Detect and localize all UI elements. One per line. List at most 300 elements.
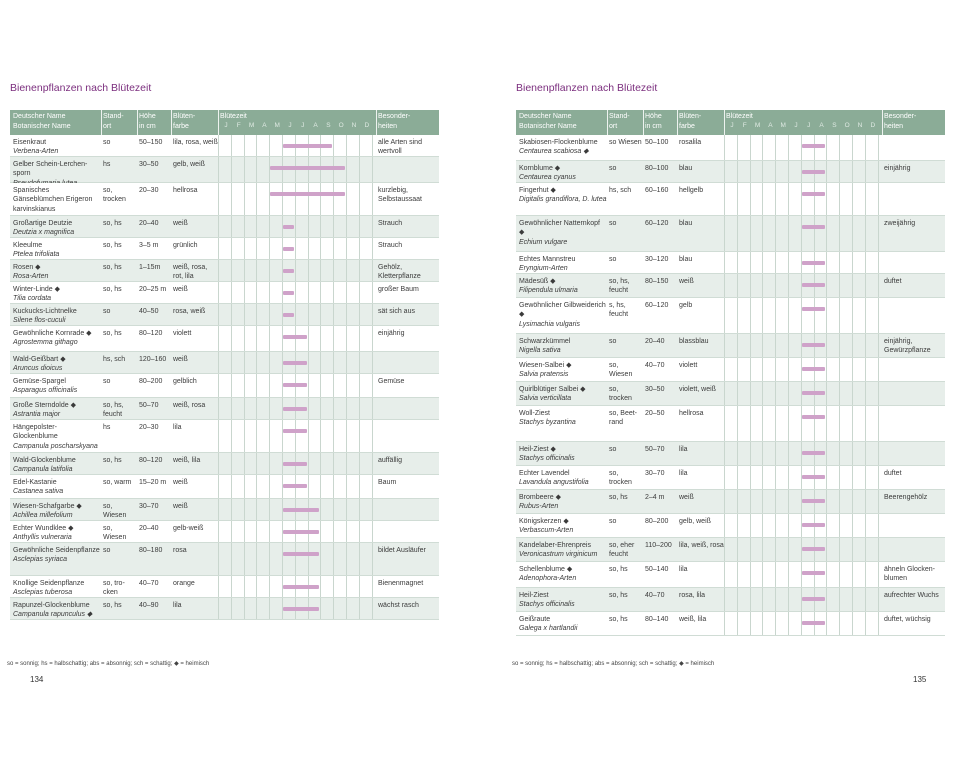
height-cell: 40–90 <box>139 602 159 609</box>
notes-cell: auffällig <box>378 457 403 464</box>
month-grid-line <box>269 576 270 597</box>
month-grid-line <box>878 466 879 489</box>
month-label: J <box>224 122 228 129</box>
month-grid-line <box>231 521 232 542</box>
month-grid-line <box>359 135 360 156</box>
month-label: J <box>794 122 798 129</box>
month-grid-line <box>256 326 257 351</box>
month-grid-line <box>762 382 763 405</box>
flower-color-cell: gelb-weiß <box>173 525 204 532</box>
month-grid-line <box>750 358 751 381</box>
flower-color-cell: blau <box>679 256 693 263</box>
month-grid-line <box>256 543 257 575</box>
botanical-name: Stachys byzantina <box>519 419 576 427</box>
height-cell: 20–40 <box>645 338 665 345</box>
month-grid-line <box>346 352 347 373</box>
month-grid-line <box>788 252 789 273</box>
month-grid-line <box>826 298 827 333</box>
bloom-bar <box>283 247 294 251</box>
header-height <box>645 112 662 132</box>
month-grid-line <box>724 358 725 381</box>
month-grid-line <box>839 216 840 251</box>
month-grid-line <box>775 135 776 160</box>
site-cell: so, tro-cken <box>103 580 125 597</box>
month-grid-line <box>775 358 776 381</box>
height-cell: 30–70 <box>139 503 159 510</box>
month-grid-line <box>320 398 321 419</box>
month-grid-line <box>359 398 360 419</box>
bloom-bar <box>802 621 826 625</box>
month-grid-line <box>269 598 270 619</box>
month-grid-line <box>346 282 347 303</box>
month-grid-line <box>333 260 334 281</box>
page-number-right: 135 <box>913 675 927 684</box>
month-grid-line <box>359 183 360 215</box>
botanical-name: Rosa-Arten <box>13 273 49 281</box>
month-grid-line <box>256 374 257 397</box>
month-grid-line <box>346 598 347 619</box>
site-cell: so, hs <box>103 220 122 227</box>
month-grid-line <box>865 406 866 441</box>
flower-color-cell: gelb <box>679 302 693 309</box>
flower-color-cell: lila, rosa, weiß <box>173 139 218 146</box>
month-grid-line <box>737 334 738 357</box>
common-name: Wald-Geißbart ◆ <box>13 356 66 363</box>
bloom-bar <box>802 170 826 174</box>
flower-color-cell: weiß, rosa, rot, lila <box>173 264 208 281</box>
table-row <box>10 475 439 499</box>
month-grid-line <box>852 183 853 215</box>
site-cell: so, Beet-rand <box>609 410 638 427</box>
site-cell: so, warm <box>103 479 132 486</box>
month-grid-line <box>852 466 853 489</box>
left-page <box>0 0 476 762</box>
month-grid-line <box>320 216 321 237</box>
header-name-line2: Botanischer Name <box>13 123 71 130</box>
month-grid-line <box>775 161 776 182</box>
header-notes <box>378 112 410 132</box>
month-grid-line <box>750 442 751 465</box>
month-grid-line <box>320 238 321 259</box>
month-grid-line <box>269 543 270 575</box>
month-grid-line <box>852 612 853 635</box>
month-grid-line <box>737 183 738 215</box>
month-grid-line <box>333 216 334 237</box>
month-grid-line <box>878 588 879 611</box>
month-grid-line <box>308 260 309 281</box>
month-grid-line <box>775 298 776 333</box>
common-name: Gewöhnliche Kornrade ◆ <box>13 330 92 337</box>
month-grid-line <box>878 612 879 635</box>
bloom-bar <box>802 451 826 455</box>
botanical-name: Veronicastrum virginicum <box>519 551 598 559</box>
site-cell: so, hs <box>609 592 628 599</box>
height-cell: 30–50 <box>139 161 159 168</box>
month-grid-line <box>346 453 347 474</box>
month-grid-line <box>333 543 334 575</box>
height-cell: 40–70 <box>645 362 665 369</box>
month-grid-line <box>865 562 866 587</box>
month-label: M <box>248 122 255 129</box>
notes-cell: aufrechter Wuchs <box>884 592 939 599</box>
botanical-name: Stachys officinalis <box>519 455 575 463</box>
month-grid-line <box>852 562 853 587</box>
plant-name-cell <box>13 524 101 543</box>
month-grid-line <box>346 216 347 237</box>
month-grid-line <box>724 406 725 441</box>
month-grid-line <box>218 183 219 215</box>
month-grid-line <box>750 562 751 587</box>
header-name-line2: Botanischer Name <box>519 123 577 130</box>
month-grid-line <box>737 442 738 465</box>
table-body <box>10 135 439 620</box>
common-name: Echter Lavendel <box>519 470 570 477</box>
month-grid-line <box>256 304 257 325</box>
month-grid-line <box>231 352 232 373</box>
month-grid-line <box>218 398 219 419</box>
bloom-bar <box>802 523 826 527</box>
common-name: Brombeere ◆ <box>519 494 561 501</box>
header-height-line2: in cm <box>645 123 662 130</box>
month-grid-line <box>218 238 219 259</box>
month-grid-line <box>231 374 232 397</box>
month-grid-line <box>878 562 879 587</box>
month-grid-line <box>320 499 321 520</box>
month-grid-line <box>788 183 789 215</box>
month-grid-line <box>775 216 776 251</box>
month-grid-line <box>218 282 219 303</box>
common-name: Eisenkraut <box>13 139 47 146</box>
month-grid-line <box>308 183 309 215</box>
plant-name-cell <box>13 478 101 497</box>
month-grid-line <box>737 588 738 611</box>
month-grid-line <box>865 274 866 297</box>
month-grid-line <box>295 420 296 452</box>
bloom-bar <box>283 361 307 365</box>
month-grid-line <box>852 135 853 160</box>
month-grid-line <box>359 453 360 474</box>
month-grid-line <box>878 358 879 381</box>
month-grid-line <box>865 216 866 251</box>
month-grid-line <box>218 598 219 619</box>
notes-cell: duftet <box>884 470 902 477</box>
common-name: Gewöhnlicher Gilbweiderich ◆ <box>519 302 606 319</box>
header-bloom: Blütezeit <box>726 113 753 120</box>
month-grid-line <box>750 588 751 611</box>
month-grid-line <box>295 282 296 303</box>
month-grid-line <box>839 382 840 405</box>
bloom-bar <box>283 484 307 488</box>
month-grid-line <box>359 216 360 237</box>
site-cell: so, Wiesen <box>609 362 633 379</box>
botanical-name: Eryngium-Arten <box>519 265 568 273</box>
notes-cell: Bienenmagnet <box>378 580 424 587</box>
header-notes-line2: heiten <box>378 123 398 130</box>
site-cell: so <box>609 165 617 172</box>
plant-name-cell <box>13 423 101 451</box>
notes-cell: duftet, wüchsig <box>884 616 931 623</box>
plant-name-cell <box>13 307 101 326</box>
botanical-name: Lysimachia vulgaris <box>519 320 580 328</box>
plant-name-cell <box>519 541 607 560</box>
month-grid-line <box>244 521 245 542</box>
height-cell: 40–70 <box>645 592 665 599</box>
month-grid-line <box>839 334 840 357</box>
month-grid-line <box>826 562 827 587</box>
month-grid-line <box>269 521 270 542</box>
flower-color-cell: blassblau <box>679 338 709 345</box>
plant-name-cell <box>13 285 101 304</box>
month-grid-line <box>269 420 270 452</box>
common-name: Gewöhnlicher Natternkopf ◆ <box>519 220 600 237</box>
header-height-line1: Höhe <box>139 113 156 120</box>
month-grid-line <box>852 358 853 381</box>
month-grid-line <box>333 499 334 520</box>
month-label: D <box>364 122 370 129</box>
month-label: N <box>351 122 357 129</box>
month-grid-line <box>762 514 763 537</box>
month-grid-line <box>231 576 232 597</box>
month-grid-line <box>878 274 879 297</box>
month-grid-line <box>724 298 725 333</box>
month-label: J <box>807 122 811 129</box>
height-cell: 30–70 <box>645 470 665 477</box>
month-grid-line <box>308 238 309 259</box>
month-grid-line <box>814 406 815 441</box>
month-grid-line <box>333 475 334 498</box>
height-cell: 80–100 <box>645 165 669 172</box>
notes-cell: Gehölz, Kletterpflanze <box>378 264 421 281</box>
month-grid-line <box>724 514 725 537</box>
month-grid-line <box>788 588 789 611</box>
height-cell: 60–120 <box>645 220 669 227</box>
month-grid-line <box>256 499 257 520</box>
month-grid-line <box>750 490 751 513</box>
flower-color-cell: violett <box>679 362 698 369</box>
height-cell: 20–30 <box>139 424 159 431</box>
month-grid-line <box>359 304 360 325</box>
botanical-name: Verbascum-Arten <box>519 527 574 535</box>
common-name: Wiesen-Salbei ◆ <box>519 362 572 369</box>
month-label: A <box>768 122 773 129</box>
flower-color-cell: weiß <box>173 479 188 486</box>
month-grid-line <box>750 538 751 561</box>
month-grid-line <box>244 216 245 237</box>
month-grid-line <box>762 298 763 333</box>
botanical-name: Asclepias syriaca <box>13 556 68 564</box>
month-grid-line <box>333 576 334 597</box>
month-grid-line <box>788 538 789 561</box>
bloom-bar <box>802 499 826 503</box>
month-grid-line <box>346 135 347 156</box>
common-name: Fingerhut ◆ <box>519 187 556 194</box>
notes-cell: alle Arten sind wertvoll <box>378 139 422 156</box>
notes-cell: zweijährig <box>884 220 916 227</box>
notes-cell: Strauch <box>378 220 403 227</box>
month-grid-line <box>750 252 751 273</box>
height-cell: 1–15m <box>139 264 161 271</box>
month-grid-line <box>762 274 763 297</box>
month-label: M <box>780 122 786 129</box>
month-grid-line <box>865 466 866 489</box>
month-grid-line <box>231 282 232 303</box>
flower-color-cell: weiß <box>173 503 188 510</box>
table-row <box>10 499 439 521</box>
month-grid-line <box>788 161 789 182</box>
footnote-right: so = sonnig; hs = halbschattig; abs = absonnig; sch = schattig; ◆ = heimisch <box>512 661 715 667</box>
month-grid-line <box>762 358 763 381</box>
month-grid-line <box>788 334 789 357</box>
month-grid-line <box>878 334 879 357</box>
month-grid-line <box>256 135 257 156</box>
table-row <box>516 135 945 161</box>
month-grid-line <box>372 304 373 325</box>
month-grid-line <box>244 453 245 474</box>
bloom-bar <box>283 429 307 433</box>
month-grid-line <box>852 161 853 182</box>
common-name: Knollige Seidenpflanze <box>13 580 85 587</box>
botanical-name: Stachys officinalis <box>519 601 575 609</box>
month-grid-line <box>282 183 283 215</box>
table-row <box>10 183 439 216</box>
month-grid-line <box>878 490 879 513</box>
header-bloom: Blütezeit <box>220 113 247 120</box>
flower-color-cell: gelblich <box>173 378 197 385</box>
flower-color-cell: lila <box>679 446 688 453</box>
month-grid-line <box>762 183 763 215</box>
month-grid-line <box>218 304 219 325</box>
common-name: Woll-Ziest <box>519 410 550 417</box>
header-color <box>173 112 195 132</box>
month-grid-line <box>346 326 347 351</box>
site-cell: so <box>103 139 111 146</box>
common-name: Heil-Ziest <box>519 592 549 599</box>
month-grid-line <box>801 406 802 441</box>
month-grid-line <box>839 161 840 182</box>
header-name <box>13 112 71 132</box>
month-grid-line <box>308 374 309 397</box>
month-label: J <box>288 122 292 129</box>
month-grid-line <box>865 612 866 635</box>
month-grid-line <box>218 543 219 575</box>
header-height-line1: Höhe <box>645 113 662 120</box>
month-grid-line <box>231 420 232 452</box>
month-grid-line <box>737 466 738 489</box>
table-row <box>516 252 945 274</box>
month-grid-line <box>320 598 321 619</box>
month-grid-line <box>231 499 232 520</box>
notes-cell: großer Baum <box>378 286 419 293</box>
month-grid-line <box>320 304 321 325</box>
month-label: M <box>754 122 761 129</box>
month-grid-line <box>269 282 270 303</box>
month-grid-line <box>231 475 232 498</box>
notes-cell: duftet <box>884 278 902 285</box>
month-grid-line <box>788 612 789 635</box>
month-grid-line <box>737 562 738 587</box>
table-row <box>516 382 945 406</box>
bloom-bar <box>802 475 826 479</box>
month-grid-line <box>788 298 789 333</box>
month-grid-line <box>762 216 763 251</box>
month-grid-line <box>295 543 296 575</box>
bloom-bar <box>802 144 826 148</box>
site-cell: so, trocken <box>609 470 632 487</box>
month-grid-line <box>878 161 879 182</box>
month-grid-line <box>839 490 840 513</box>
month-grid-line <box>359 543 360 575</box>
site-cell: hs, sch <box>609 187 632 194</box>
height-cell: 60–120 <box>645 302 669 309</box>
month-grid-line <box>762 442 763 465</box>
month-grid-line <box>775 406 776 441</box>
month-grid-line <box>320 282 321 303</box>
table-row <box>10 374 439 398</box>
site-cell: so <box>609 338 617 345</box>
month-grid-line <box>269 453 270 474</box>
plant-name-cell <box>13 355 101 374</box>
month-grid-line <box>750 382 751 405</box>
month-grid-line <box>320 453 321 474</box>
month-grid-line <box>750 135 751 160</box>
notes-cell: einjährig <box>378 330 405 337</box>
height-cell: 30–120 <box>645 256 669 263</box>
month-grid-line <box>346 475 347 498</box>
month-grid-line <box>218 374 219 397</box>
table-row <box>516 274 945 298</box>
plant-name-cell <box>13 456 101 475</box>
bloom-bar <box>802 225 826 229</box>
month-grid-line <box>762 466 763 489</box>
month-grid-line <box>724 490 725 513</box>
month-grid-line <box>256 398 257 419</box>
flower-color-cell: weiß <box>679 278 694 285</box>
bloom-bar <box>802 367 826 371</box>
common-name: Kandelaber-Ehrenpreis <box>519 542 591 549</box>
month-grid-line <box>372 521 373 542</box>
month-grid-line <box>295 260 296 281</box>
bloom-bar <box>802 391 826 395</box>
month-grid-line <box>724 135 725 160</box>
month-grid-line <box>852 334 853 357</box>
month-grid-line <box>852 442 853 465</box>
month-grid-line <box>346 499 347 520</box>
month-grid-line <box>359 521 360 542</box>
plant-name-cell <box>519 469 607 488</box>
month-grid-line <box>762 406 763 441</box>
month-grid-line <box>372 260 373 281</box>
month-grid-line <box>737 216 738 251</box>
month-grid-line <box>737 612 738 635</box>
height-cell: 50–70 <box>645 446 665 453</box>
month-grid-line <box>788 358 789 381</box>
header-notes <box>884 112 916 132</box>
month-grid-line <box>372 420 373 452</box>
month-grid-line <box>724 334 725 357</box>
common-name: Geißraute <box>519 616 551 623</box>
height-cell: 80–120 <box>139 330 163 337</box>
table-row <box>516 406 945 442</box>
notes-cell: einjährig <box>884 165 911 172</box>
botanical-name: Galega x hartlandii <box>519 625 578 633</box>
month-grid-line <box>372 576 373 597</box>
month-grid-line <box>826 161 827 182</box>
month-grid-line <box>333 398 334 419</box>
plant-name-cell <box>519 493 607 512</box>
table-row <box>516 334 945 358</box>
botanical-name: Digitalis grandiflora, D. lutea <box>519 196 607 204</box>
plant-name-cell <box>519 337 607 356</box>
